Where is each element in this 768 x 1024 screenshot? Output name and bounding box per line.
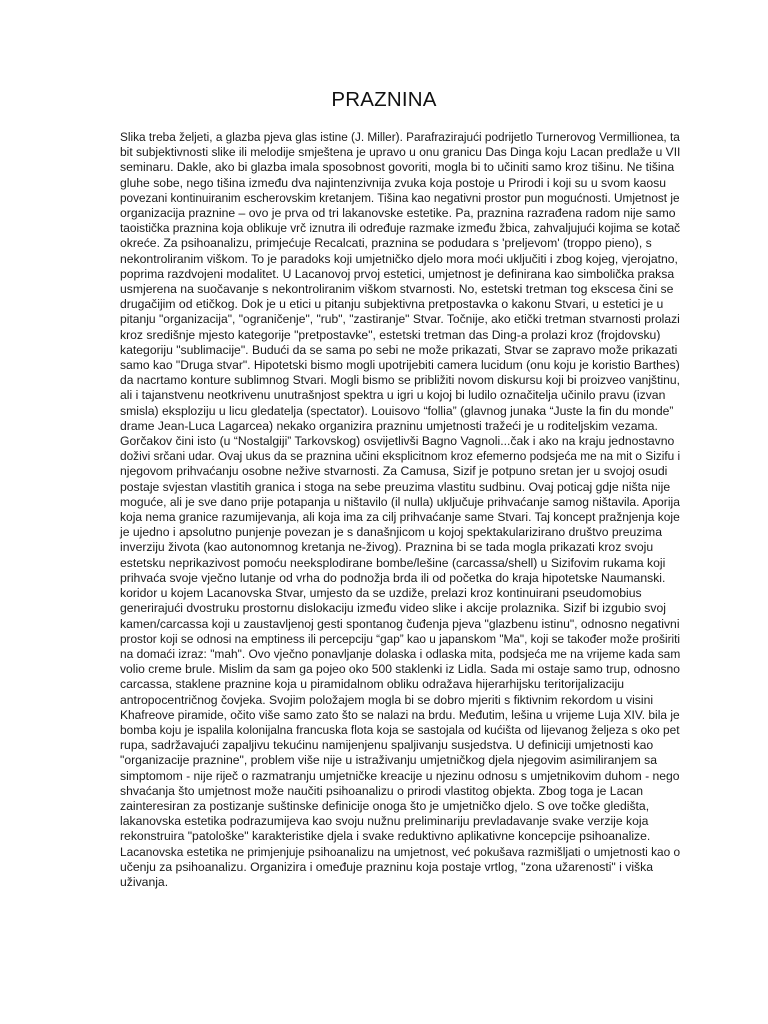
text-line: povezani kontinuiranim escherovskim kretanjem. Tišina kao negativni prostor pun mogućnosti. Umjetnost je <box>120 190 680 205</box>
text-line: bit subjektivnosti slike ili melodije smještena je upravo u onu granicu Das Dinga koju Lacan predlaže u VII <box>120 145 681 160</box>
text-line: na domaći izraz: "mah". Ovo vječno ponavljanje dolaska i odlaska mita, podsjeća me na vrijeme kada sam <box>120 646 681 661</box>
text-line: Slika treba željeti, a glazba pjeva glas istine (J. Miller). Parafrazirajući podrijetlo Turnerovog Vermillionea, ta <box>120 130 680 144</box>
text-line: uživanja. <box>120 874 169 889</box>
text-line: njegovom prihvaćanju osobne nežive stvarnosti. Za Camusa, Sizif je potpuno sretan jer u svojoj osudi <box>120 464 668 479</box>
text-line: carcassa, staklene praznine koja u piramidalnom obliku odražava hijerarhijsku teritorijalizaciju <box>120 677 624 692</box>
text-line: doživi srčani udar. Ovaj ukus da se praznina učini eksplicitnom kroz efemerno podsjeća me na mit o Sizifu i <box>120 449 681 464</box>
text-line: zainteresiran za postizanje suštinske definicije onoga što je umjetničko djelo. S ove točke gledišta, <box>120 798 650 813</box>
text-line: drugačijim od etičkog. Dok je u etici u pitanju subjektivna pretpostavka o kakonu Stvari, u estetici je u <box>120 297 664 312</box>
text-line: rupa, sadržavajući zapaljivu tekućinu namijenjenu spaljivanju susjedstva. U definiciji umjetnosti kao <box>120 738 654 753</box>
text-line: estetsku neprikazivost pomoću neeksplodirane bombe/lešine (carcassa/shell) u Sizifovim rukama koji <box>120 555 666 570</box>
text-line: seminaru. Dakle, ako bi glazba imala sposobnost govoriti, mogla bi to učiniti samo kroz tišinu. Ne tišina <box>120 160 675 175</box>
text-line: je ujedno i apsolutno punjenje povezan je s današnjicom u kojoj spektakularizirano društvo preuzima <box>120 525 662 540</box>
text-line: antropocentričnog čovjeka. Svojim položajem mogla bi se dobro mjeriti s fiktivnim rekordom u visini <box>120 692 654 707</box>
text-line: kategoriju "sublimacije". Budući da se sama po sebi ne može prikazati, Stvar se zapravo može prikazati <box>120 342 678 357</box>
text-line: samo kao "Druga stvar". Hipotetski bismo mogli upotrijebiti camera lucidum (onu koju je koristio Barthes) <box>120 358 680 373</box>
text-line: koridor u kojem Lacanovska Stvar, umjesto da se uzdiže, prelazi kroz kontinuirani pseudomobius <box>120 586 642 601</box>
text-line: da nacrtamo konture sublimnog Stvari. Mogli bismo se približiti novom diskursu koji bi proizveo vanjštinu, <box>120 373 680 388</box>
text-line: koja nema granice razumijevanja, ali koja ima za cilj prihvaćanje same Stvari. Taj koncept pražnjenja koje <box>120 510 680 525</box>
body-text <box>120 130 680 890</box>
text-line: kroz središnje mjesto kategorije "pretpostavke", estetski tretman das Ding-a prolazi kroz (frojdovsku) <box>120 327 661 342</box>
page-title: PRAZNINA <box>331 88 437 111</box>
text-line: smisla) eksploziju u licu gledatelja (spectator). Louisovo “follia” (glavnog junaka “Juste la fin du monde” <box>120 403 674 418</box>
text-line: postaje svjestan vlastitih granica i stoga na sebe preuzima vlastitu sudbinu. Ovaj poticaj gdje ništa nije <box>120 479 671 494</box>
text-line: Lacanovska estetika ne primjenjuje psihoanalizu na umjetnost, već pokušava razmišljati o umjetnosti kao o <box>120 844 681 859</box>
text-line: "organizacije praznine", problem više nije u istraživanju umjetničkog djela njegovim asimiliranjem sa <box>120 753 658 768</box>
text-line: shvaćanja što umjetnost može naučiti psihoanalizu o prirodi vlastitog objekta. Zbog toga je Lacan <box>120 783 644 798</box>
text-line: lakanovska estetika podrazumijeva kao svoju nužnu preliminariju prevladavanje svake verzije koja <box>120 814 649 829</box>
text-line: učenju za psihoanalizu. Organizira i omeđuje prazninu koja postaje vrtlog, "zona užarenosti" i viška <box>120 859 654 874</box>
text-line: Gorčakov čini isto (u “Nostalgiji” Tarkovskog) osvijetlivši Bagno Vagnoli...čak i ako na kraju jednostavno <box>120 434 675 449</box>
text-line: volio creme brule. Mislim da sam ga pojeo oko 500 staklenki iz Lidla. Sada mi ostaje samo trup, odnosno <box>120 662 680 677</box>
text-line: ali i tajanstvenu neotkrivenu unutrašnjost spektra u igri u kojoj bi ludilo označitelja učinilo pravu (izvan <box>120 388 666 403</box>
text-line: usmjerena na suočavanje s nekontroliranim viškom stvarnosti. No, estetski tretman tog ekscesa čini se <box>120 282 674 297</box>
text-line: Khafreove piramide, očito više samo zato što se nalazi na brdu. Međutim, lešina u vrijeme Luja XIV. bila je <box>120 707 680 722</box>
text-line: gluhe sobe, nego tišina između dva najintenzivnija zvuka koja postoje u Prirodi i koji su u svom kaosu <box>120 175 667 190</box>
text-line: bomba koju je ispalila kolonijalna francuska flota koja se sastojala od kućišta od lijevanog željeza s oko pet <box>120 722 680 737</box>
text-line: prihvaća svoje vječno lutanje od vrha do podnožja brda ili od početka do kraja hipotetske Naumanski. <box>120 570 666 585</box>
text-line: prostor koji se odnosi na emptiness ili percepciju “gap” kao u japanskom "Ma", koji se također može proširiti <box>120 631 681 646</box>
text-line: drame Jean-Luca Lagarcea) nekako organizira prazninu umjetnosti tražeći je u roditeljskim vezama. <box>120 418 658 433</box>
text-line: moguće, ali je sve dano prije potapanja u ništavilo (il nulla) uključuje prihvaćanje samog ništavila. Aporija <box>120 494 680 509</box>
text-line: nekontroliranim viškom. To je paradoks koji umjetničko djelo mora moći uključiti i zbog kojeg, vjerojatno, <box>120 251 678 266</box>
text-line: organizacija praznine – ovo je prva od tri lakanovske estetike. Pa, praznina razrađena radom nije samo <box>120 206 676 221</box>
text-line: okreće. Za psihoanalizu, primjećuje Recalcati, praznina se podudara s 'preljevom' (troppo pieno), s <box>120 236 652 251</box>
text-line: rekonstruira "patološke" karakteristike djela i svake reduktivno aplikativne koncepcije psihoanalize. <box>120 829 651 844</box>
text-line: taoistička praznina koja oblikuje vrč iznutra ili određuje razmake između žbica, zahvaljujući kojima se kotač <box>120 221 681 236</box>
text-line: pitanju "organizacija", "ograničenje", "rub", "zastiranje" Stvar. Točnije, ako etički tretman stvarnosti prolazi <box>120 312 680 327</box>
text-line: generirajući dvostruku prostornu dislokaciju između video slike i akcije prolaznika. Sizif bi izgubio svoj <box>120 601 666 616</box>
text-line: kamen/carcassa koji u zaustavljenoj gesti spontanog čuđenja pjeva "glazbenu istinu", odnosno negativni <box>120 616 680 631</box>
text-line: inverziju života (kao autonomnog kretanja ne-živog). Praznina bi se tada mogla prikazati kroz svoju <box>120 540 654 555</box>
text-line: simptomom - nije riječ o razmatranju umjetničke kreacije u njezinu odnosu s umjetnikovim duhom - nego <box>120 768 680 783</box>
text-line: poprima razdvojeni modalitet. U Lacanovoj prvoj estetici, umjetnost je definirana kao simbolička praksa <box>120 266 675 281</box>
